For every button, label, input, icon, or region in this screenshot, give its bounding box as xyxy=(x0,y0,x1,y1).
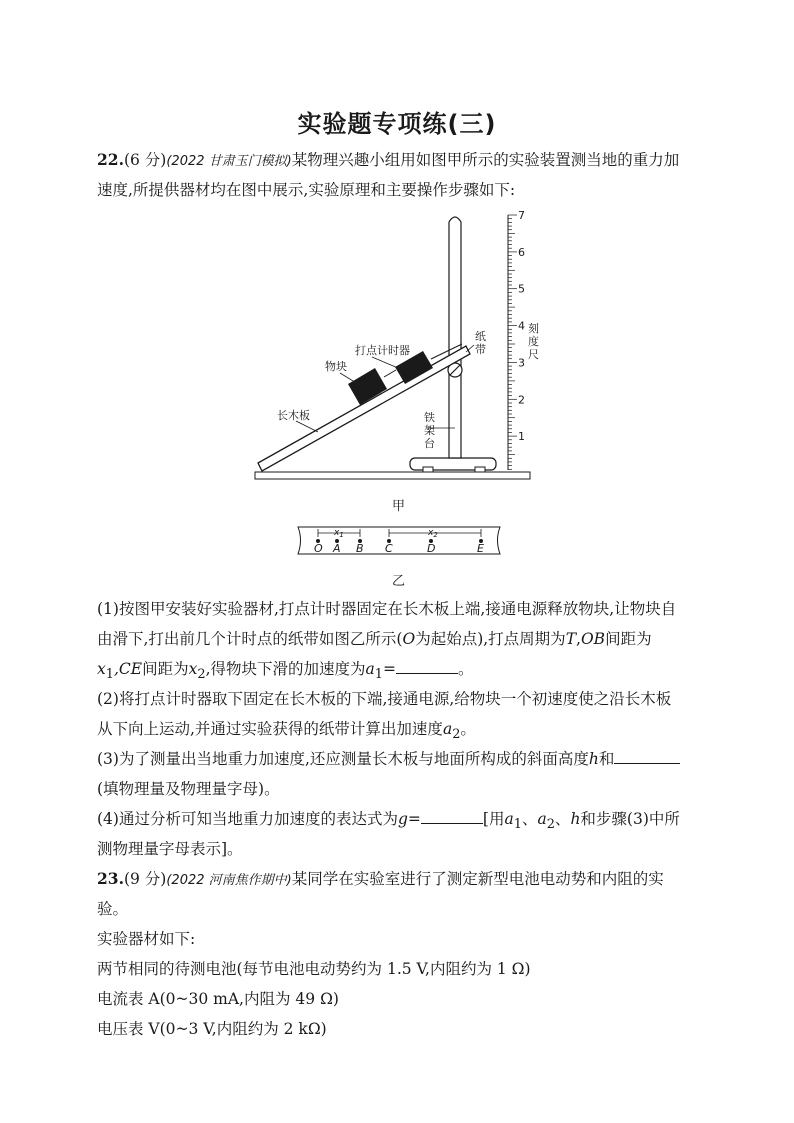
ruler-tick-label: 7 xyxy=(518,209,525,222)
tape-point-label: D xyxy=(427,542,436,555)
q22-intro-text-1: 某物理兴趣小组用如图甲所示的实验装置测当地的重力加 xyxy=(291,151,680,169)
q22-source: (2022 甘肃玉门模拟) xyxy=(166,154,292,169)
ruler-tick-label: 6 xyxy=(518,245,525,259)
label-ruler-1: 刻 xyxy=(528,322,539,335)
q22-step3-line2: (填物理量及物理量字母)。 xyxy=(97,780,280,798)
label-tape-2: 带 xyxy=(475,343,486,356)
label-block: 物块 xyxy=(325,360,347,373)
caption-yi: 乙 xyxy=(392,574,406,589)
q22-step2-line1: (2)将打点计时器取下固定在长木板的下端,接通电源,给物块一个初速度使之沿长木板 xyxy=(97,690,672,708)
q22-number: 22. xyxy=(97,150,124,169)
q23-equipment-title: 实验器材如下: xyxy=(97,930,196,948)
answer-blank-g[interactable] xyxy=(421,809,483,824)
q22-step4-line1: (4)通过分析可知当地重力加速度的表达式为g= [用$a_1$、$a_2$、h和步骤(3)中所 xyxy=(97,810,680,833)
q23-number: 23. xyxy=(97,869,124,888)
tape-x2-label: $x_2$ xyxy=(428,528,438,539)
q23-equipment-item-1: 两节相同的待测电池(每节电池电动势约为 1.5 V,内阻约为 1 Ω) xyxy=(97,960,531,978)
q22-step2-line2: 从下向上运动,并通过实验获得的纸带计算出加速度$a_2$。 xyxy=(97,720,476,743)
q22-intro-line-2: 速度,所提供器材均在图中展示,实验原理和主要操作步骤如下: xyxy=(97,181,516,199)
q23-intro-line-2: 验。 xyxy=(97,900,129,918)
ruler-tick-label: 5 xyxy=(518,282,525,296)
answer-blank-a1[interactable] xyxy=(396,659,458,674)
ruler-tick-label: 2 xyxy=(518,393,525,407)
label-ruler-2: 度 xyxy=(528,335,539,348)
ground-base xyxy=(255,472,530,479)
stand-rod xyxy=(449,217,461,458)
q23-source: (2022 河南焦作期中) xyxy=(166,873,292,888)
q22-step1-line2: 由滑下,打出前几个计时点的纸带如图乙所示(O为起始点),打点周期为T,OB间距为 xyxy=(97,630,652,648)
q22-step1-line3: $x_1,CE$间距为$x_2$,得物块下滑的加速度为$a_1=$ 。 xyxy=(97,660,474,683)
tape-point-label: E xyxy=(477,542,484,555)
label-board: 长木板 xyxy=(277,409,310,422)
label-stand-2: 架 xyxy=(424,424,435,437)
ruler-tick-label: 4 xyxy=(518,319,525,333)
q23-intro-text-1: 某同学在实验室进行了测定新型电池电动势和内阻的实 xyxy=(291,870,664,888)
label-stand-1: 铁 xyxy=(424,411,435,424)
q22-score: (6 分) xyxy=(123,151,167,169)
q22-step4-line2: 测物理量字母表示]。 xyxy=(97,840,243,858)
label-tape-1: 纸 xyxy=(475,330,486,343)
q23-intro-line-1 xyxy=(97,869,664,891)
figure-apparatus xyxy=(0,0,794,520)
ruler-tick-label: 3 xyxy=(518,356,525,370)
tape-x1-label: $x_1$ xyxy=(334,528,344,539)
q23-equipment-item-2: 电流表 A(0~30 mA,内阻为 49 Ω) xyxy=(97,990,339,1008)
q23-score: (9 分) xyxy=(123,870,167,888)
tape-point-label: O xyxy=(314,542,323,555)
tape-point-label: C xyxy=(385,542,393,555)
label-stand-3: 台 xyxy=(424,437,435,450)
label-timer: 打点计时器 xyxy=(355,344,410,357)
tape-point-label: A xyxy=(333,542,341,555)
ruler xyxy=(508,209,525,470)
q22-step1-line1: (1)按图甲安装好实验器材,打点计时器固定在长木板上端,接通电源释放物块,让物块自 xyxy=(97,600,677,618)
caption-jia: 甲 xyxy=(392,499,406,514)
tape-point-label: B xyxy=(356,542,364,555)
q22-step3-line1: (3)为了测量出当地重力加速度,还应测量长木板与地面所构成的斜面高度h和 xyxy=(97,749,680,769)
tape-strip xyxy=(298,527,500,554)
ruler-tick-label: 1 xyxy=(518,430,525,444)
page-title: 实验题专项练(三) xyxy=(297,110,497,138)
answer-blank-quantity[interactable] xyxy=(614,749,680,764)
label-ruler-3: 尺 xyxy=(528,348,539,361)
q23-equipment-item-3: 电压表 V(0~3 V,内阻约为 2 kΩ) xyxy=(97,1020,327,1038)
